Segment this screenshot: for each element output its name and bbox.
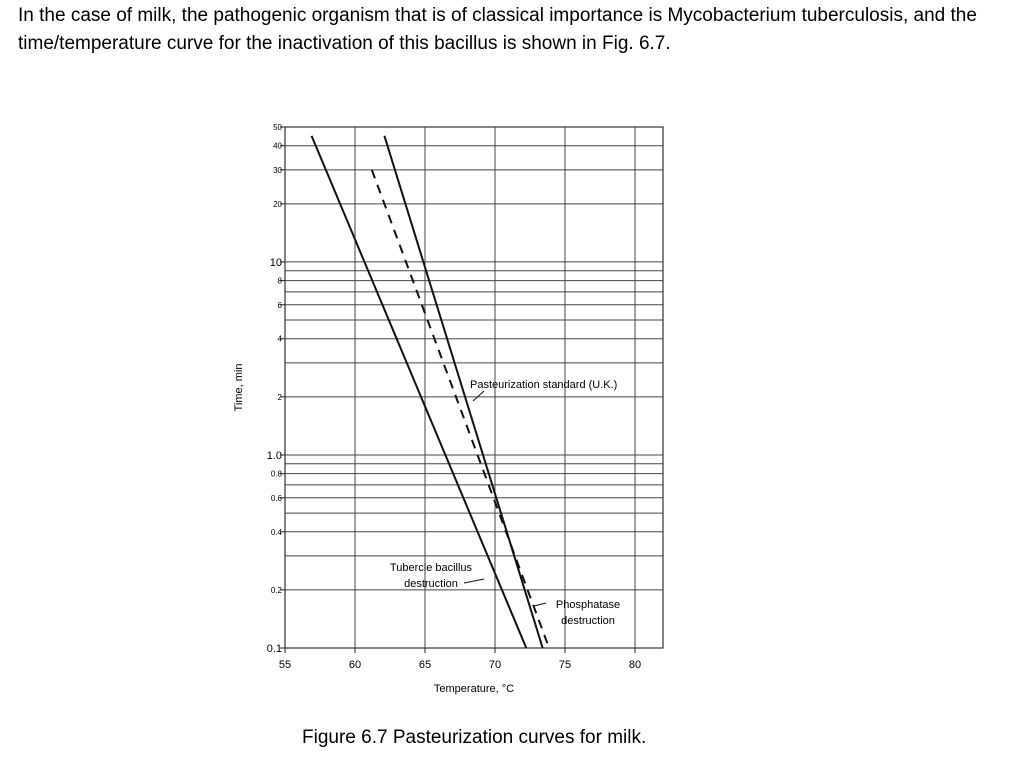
y-tick-label: 0.1 (266, 643, 282, 655)
y-tick-label: 0.6 (270, 493, 282, 503)
y-axis-label: Time, min (233, 363, 245, 412)
y-tick-label: 4 (277, 334, 282, 344)
annotation-tubercle-line2: destruction (404, 578, 458, 590)
annotation-phosphatase-line1: Phosphatase (555, 599, 621, 611)
x-tick-label: 55 (278, 659, 292, 671)
y-tick-label: 50 (273, 123, 282, 132)
x-tick-label: 70 (488, 659, 502, 671)
x-tick-label: 80 (628, 659, 642, 671)
annotation-pasteurization-standard: Pasteurization standard (U.K.) (470, 379, 618, 391)
annotation-phosphatase-line2: destruction (561, 615, 615, 627)
y-tick-label: 40 (273, 141, 282, 151)
y-tick-label: 0.2 (270, 585, 282, 595)
x-tick-label: 75 (558, 659, 572, 671)
annotation-leader (464, 579, 484, 583)
y-tick-label: 1.0 (266, 449, 282, 462)
y-tick-label: 2 (277, 392, 282, 402)
annotation-leader (534, 603, 546, 606)
annotation-tubercle-line1: Tubercle bacillus (389, 562, 473, 574)
x-axis-label: Temperature, °C (433, 683, 515, 695)
x-tick-label: 60 (348, 659, 362, 671)
y-tick-label: 10 (269, 256, 282, 269)
intro-paragraph: In the case of milk, the pathogenic organism that is of classical importance is Mycobacterium tuberculosis, and the time/temperature curve for the inactivation of this bacillus is shown in Fig. 6.7. (18, 5, 977, 54)
figure-caption: Figure 6.7 Pasteurization curves for milk. (302, 727, 647, 748)
y-tick-label: 8 (277, 276, 282, 286)
y-tick-label: 30 (273, 165, 282, 175)
y-tick-label: 20 (273, 199, 282, 209)
x-tick-label: 65 (418, 659, 432, 671)
y-tick-label: 6 (277, 300, 282, 310)
series-line-2 (372, 170, 553, 657)
annotation-leader (473, 391, 484, 401)
y-tick-label: 0.8 (270, 469, 282, 479)
y-tick-label: 0.4 (270, 527, 282, 537)
